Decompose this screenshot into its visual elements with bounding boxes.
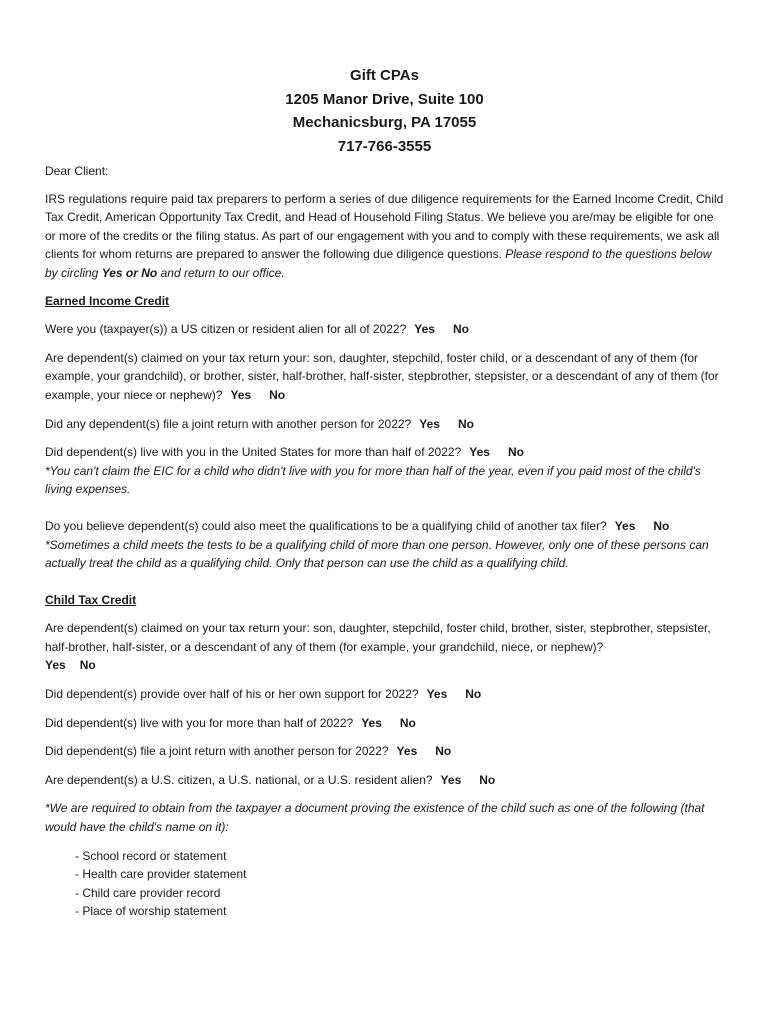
yes-option[interactable]: Yes	[361, 715, 382, 730]
no-option[interactable]: No	[452, 322, 469, 337]
yes-option[interactable]: Yes	[440, 772, 462, 787]
eic-question-4	[45, 443, 724, 462]
yes-option[interactable]: Yes	[426, 687, 448, 702]
intro-paragraph	[45, 190, 724, 283]
no-option[interactable]: No	[507, 445, 524, 460]
no-option[interactable]: No	[79, 658, 96, 673]
salutation: Dear Client:	[45, 164, 109, 178]
yes-option[interactable]: Yes	[414, 322, 435, 337]
yes-option[interactable]: Yes	[419, 416, 440, 431]
question-text: Do you believe dependent(s) could also meet the qualifications to be a qualifying child of another tax filer?	[45, 518, 607, 533]
eic-question-2	[45, 349, 724, 405]
question-text: Were you (taxpayer(s)) a US citizen or resident alien for all of 2022?	[45, 322, 407, 337]
firm-street: 1205 Manor Drive, Suite 100	[285, 90, 484, 108]
no-option[interactable]: No	[465, 687, 482, 702]
ctc-question-2	[45, 685, 724, 704]
no-option[interactable]: No	[653, 518, 670, 533]
yes-option[interactable]: Yes	[469, 445, 490, 460]
list-item: - Child care provider record	[75, 885, 221, 900]
yes-option[interactable]: Yes	[230, 387, 252, 402]
list-item: - Place of worship statement	[75, 904, 227, 919]
eic-question-5-note: *Sometimes a child meets the tests to be a qualifying child of more than one person. However, only one of these persons can actually treat the child as a qualifying child. Only that person can use the child as a qualifying child.	[45, 537, 709, 571]
no-option[interactable]: No	[269, 387, 286, 402]
yes-option[interactable]: Yes	[614, 518, 636, 533]
intro-body: IRS regulations require paid tax preparers to perform a series of due diligence requirements for the Earned Income Credit, Child Tax Credit, American Opportunity Tax Credit, and Head of Household Filing Status. We believe you are/may be eligible for one or more of the credits or the filing status. As part of our engagement with you and to comply with these requirements, we ask all clients for whom returns are prepared to answer the following due diligence questions.	[45, 191, 724, 262]
ctc-question-3	[45, 714, 724, 733]
eic-question-5	[45, 517, 724, 536]
question-text: Did dependent(s) live with you for more than half of 2022?	[45, 715, 354, 730]
no-option[interactable]: No	[435, 744, 452, 759]
no-option[interactable]: No	[457, 416, 474, 431]
question-text: Are dependent(s) claimed on your tax return your: son, daughter, stepchild, foster child, or a descendant of any of them (for example, your grandchild), or brother, sister, half-brother, half-sister, stepbrother, stepsister, or a descendant of any of them (for example, your niece or nephew)?	[45, 350, 719, 402]
yes-option[interactable]: Yes	[396, 744, 418, 759]
instruction-post: and return to our office.	[157, 265, 285, 280]
ctc-document-note: *We are required to obtain from the taxpayer a document proving the existence of the child such as one of the following (that would have the child's name on it):	[45, 801, 705, 835]
document-list	[75, 847, 724, 921]
no-option[interactable]: No	[399, 715, 416, 730]
question-text: Did dependent(s) file a joint return with another person for 2022?	[45, 744, 389, 759]
ctc-question-5	[45, 771, 724, 790]
firm-name: Gift CPAs	[350, 67, 419, 84]
question-text: Are dependent(s) claimed on your tax return your: son, daughter, stepchild, foster child, brother, sister, stepbrother, stepsister, half-brother, half-sister, or a descendant of any of them (for example, your grandchild, niece, or nephew)?	[45, 621, 711, 654]
letterhead	[45, 64, 724, 158]
ctc-question-4	[45, 742, 724, 761]
no-option[interactable]: No	[479, 772, 496, 787]
instruction-bold: Yes or No	[101, 265, 158, 280]
question-text: Did any dependent(s) file a joint return with another person for 2022?	[45, 416, 412, 431]
instruction-pre: Please respond to the questions below by circling	[45, 247, 712, 280]
firm-phone: 717-766-3555	[337, 137, 432, 155]
ctc-question-1	[45, 619, 724, 675]
ctc-section-title: Child Tax Credit	[45, 592, 137, 607]
eic-section-title: Earned Income Credit	[45, 293, 170, 308]
firm-city: Mechanicsburg, PA 17055	[292, 114, 477, 131]
eic-question-4-note: *You can't claim the EIC for a child who didn't live with you for more than half of the year, even if you paid most of the child's living expenses.	[45, 463, 701, 497]
question-text: Did dependent(s) live with you in the United States for more than half of 2022?	[45, 445, 462, 460]
question-text: Did dependent(s) provide over half of his or her own support for 2022?	[45, 687, 419, 702]
list-item: - Health care provider statement	[75, 867, 247, 882]
list-item: - School record or statement	[75, 848, 227, 863]
eic-question-3	[45, 415, 724, 434]
eic-question-1	[45, 320, 724, 339]
yes-option[interactable]: Yes	[45, 658, 66, 673]
question-text: Are dependent(s) a U.S. citizen, a U.S. national, or a U.S. resident alien?	[45, 772, 433, 787]
